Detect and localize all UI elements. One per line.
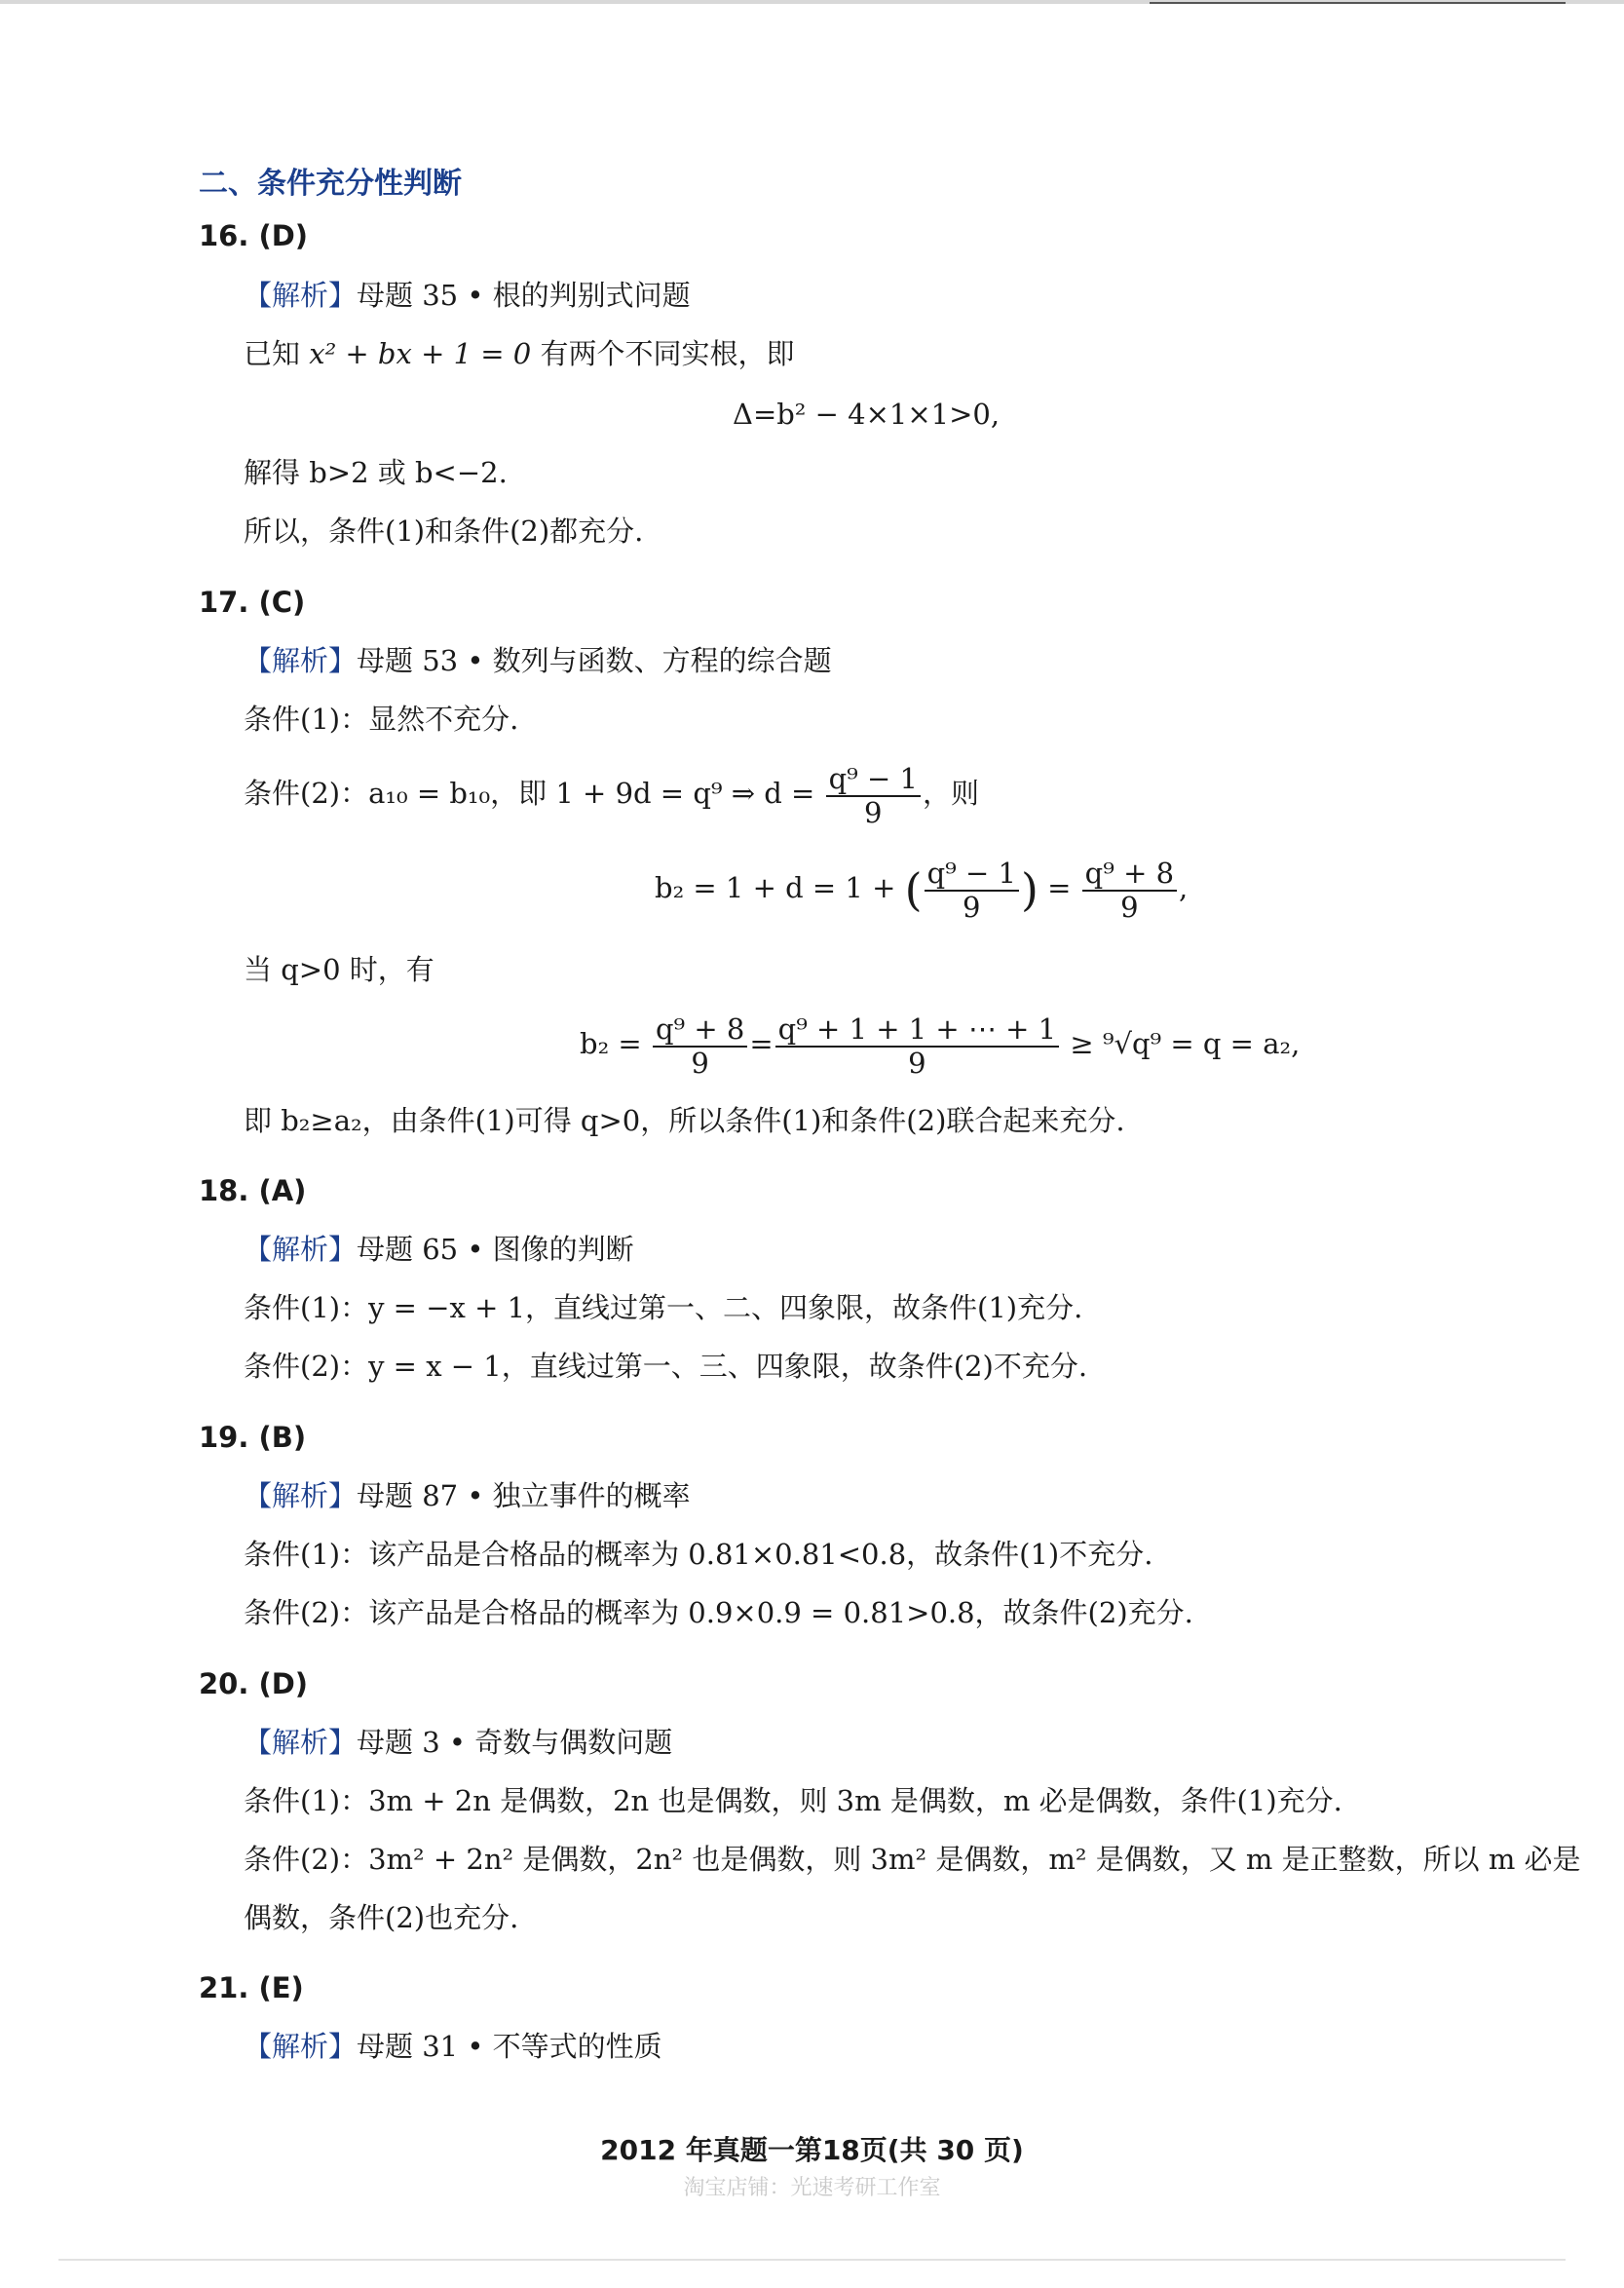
q20-line2: 条件(2)：3m² + 2n² 是偶数，2n² 也是偶数，则 3m² 是偶数，m² 是偶数，又 m 是正整数，所以 m 必是 bbox=[244, 1843, 1581, 1876]
eq1-fraction2 bbox=[1082, 857, 1177, 923]
q21-topic-line bbox=[244, 2027, 662, 2066]
eq1-lhs: b₂ = 1 + d = 1 + bbox=[655, 871, 896, 904]
fraction-denominator: 9 bbox=[691, 1047, 709, 1080]
eq2-rhs: ≥ ⁹√q⁹ = q = a₂, bbox=[1070, 1027, 1301, 1060]
eq1-equals: = bbox=[1047, 871, 1072, 904]
q21-heading: 21. (E) bbox=[199, 1971, 304, 2004]
eq2-fraction2 bbox=[775, 1012, 1059, 1079]
q16-equation-inline: x² + bx + 1 = 0 bbox=[309, 337, 532, 370]
fraction-denominator: 9 bbox=[1120, 891, 1139, 924]
q16-topic-line bbox=[244, 276, 691, 315]
fraction-numerator: q⁹ + 8 bbox=[1082, 857, 1177, 892]
q17-equation-b2 bbox=[655, 853, 1188, 925]
eq2-fraction1 bbox=[653, 1012, 747, 1079]
q17-line2 bbox=[244, 758, 979, 828]
q20-topic: 母题 3 • 奇数与偶数问题 bbox=[357, 1726, 673, 1759]
q20-line1: 条件(1)：3m + 2n 是偶数，2n 也是偶数，则 3m 是偶数，m 必是偶数，条件(1)充分. bbox=[244, 1784, 1342, 1817]
q18-topic: 母题 65 • 图像的判断 bbox=[357, 1233, 634, 1266]
left-paren: ( bbox=[904, 863, 923, 916]
q19-line2: 条件(2)：该产品是合格品的概率为 0.9×0.9 = 0.81>0.8，故条件(2)充分. bbox=[244, 1596, 1193, 1629]
page-footer: 2012 年真题一第18页(共 30 页) bbox=[600, 2134, 1024, 2166]
q17-topic-line bbox=[244, 641, 832, 680]
q16-line1-a: 已知 bbox=[244, 337, 310, 370]
q19-topic: 母题 87 • 独立事件的概率 bbox=[357, 1479, 691, 1512]
fraction-denominator: 9 bbox=[908, 1047, 926, 1080]
q17-line2-b: ，则 bbox=[922, 777, 979, 810]
section-title: 二、条件充分性判断 bbox=[199, 167, 462, 201]
jiexi-label: 【解析】 bbox=[244, 1233, 358, 1266]
fraction-numerator: q⁹ − 1 bbox=[925, 857, 1019, 892]
q16-line3: 所以，条件(1)和条件(2)都充分. bbox=[244, 515, 644, 548]
eq1-end: , bbox=[1179, 871, 1189, 904]
jiexi-label: 【解析】 bbox=[244, 1726, 358, 1759]
eq2-lhs: b₂ = bbox=[580, 1027, 642, 1060]
right-paren: ) bbox=[1020, 863, 1039, 916]
q19-heading: 19. (B) bbox=[199, 1421, 307, 1454]
jiexi-label: 【解析】 bbox=[244, 2030, 358, 2063]
q20-line3: 偶数，条件(2)也充分. bbox=[244, 1901, 519, 1934]
fraction-denominator: 9 bbox=[864, 796, 883, 829]
q17-line2-a: 条件(2)：a₁₀ = b₁₀，即 1 + 9d = q⁹ ⇒ d = bbox=[244, 777, 815, 810]
top-rule-dark bbox=[1150, 2, 1566, 4]
q19-line1: 条件(1)：该产品是合格品的概率为 0.81×0.81<0.8，故条件(1)不充分. bbox=[244, 1538, 1153, 1571]
q18-heading: 18. (A) bbox=[199, 1174, 307, 1207]
q17-topic: 母题 53 • 数列与函数、方程的综合题 bbox=[357, 644, 832, 677]
q17-line3: 当 q>0 时，有 bbox=[244, 953, 434, 986]
jiexi-label: 【解析】 bbox=[244, 279, 358, 312]
q17-line4: 即 b₂≥a₂，由条件(1)可得 q>0，所以条件(1)和条件(2)联合起来充分. bbox=[244, 1104, 1125, 1137]
fraction-denominator: 9 bbox=[963, 891, 981, 924]
jiexi-label: 【解析】 bbox=[244, 1479, 358, 1512]
q18-line2: 条件(2)：y = x − 1，直线过第一、三、四象限，故条件(2)不充分. bbox=[244, 1350, 1088, 1383]
q16-line1-b: 有两个不同实根，即 bbox=[531, 337, 795, 370]
q18-line1: 条件(1)：y = −x + 1，直线过第一、二、四象限，故条件(1)充分. bbox=[244, 1291, 1083, 1324]
bottom-rule bbox=[58, 2259, 1566, 2261]
q16-line2: 解得 b>2 或 b<−2. bbox=[244, 456, 508, 489]
fraction-numerator: q⁹ − 1 bbox=[826, 762, 921, 797]
q16-discriminant: Δ=b² − 4×1×1>0, bbox=[733, 398, 1001, 431]
q16-line1 bbox=[244, 334, 794, 373]
q17-fraction-d bbox=[826, 762, 921, 828]
jiexi-label: 【解析】 bbox=[244, 644, 358, 677]
q19-topic-line bbox=[244, 1476, 691, 1515]
eq1-fraction1 bbox=[925, 857, 1019, 923]
fraction-numerator: q⁹ + 1 + 1 + ⋯ + 1 bbox=[775, 1012, 1059, 1048]
q18-topic-line bbox=[244, 1230, 634, 1269]
q16-topic: 母题 35 • 根的判别式问题 bbox=[357, 279, 691, 312]
q17-equation-amgm: b₂ = $\frac{\text{q⁹ + 8}}{9}$ = $\frac{\text{q⁹ + 1 + 1 + ⋯ + 1}}{9}$ ≥ ⁹√q⁹ = q = a₂, bbox=[580, 1012, 1301, 1080]
q21-topic: 母题 31 • 不等式的性质 bbox=[357, 2030, 662, 2063]
q20-heading: 20. (D) bbox=[199, 1667, 309, 1700]
q17-line1: 条件(1)：显然不充分. bbox=[244, 703, 519, 736]
q17-heading: 17. (C) bbox=[199, 586, 306, 619]
watermark: 淘宝店铺：光速考研工作室 bbox=[683, 2176, 941, 2200]
q20-topic-line bbox=[244, 1723, 672, 1762]
fraction-numerator: q⁹ + 8 bbox=[653, 1012, 747, 1048]
q16-heading: 16. (D) bbox=[199, 219, 309, 252]
